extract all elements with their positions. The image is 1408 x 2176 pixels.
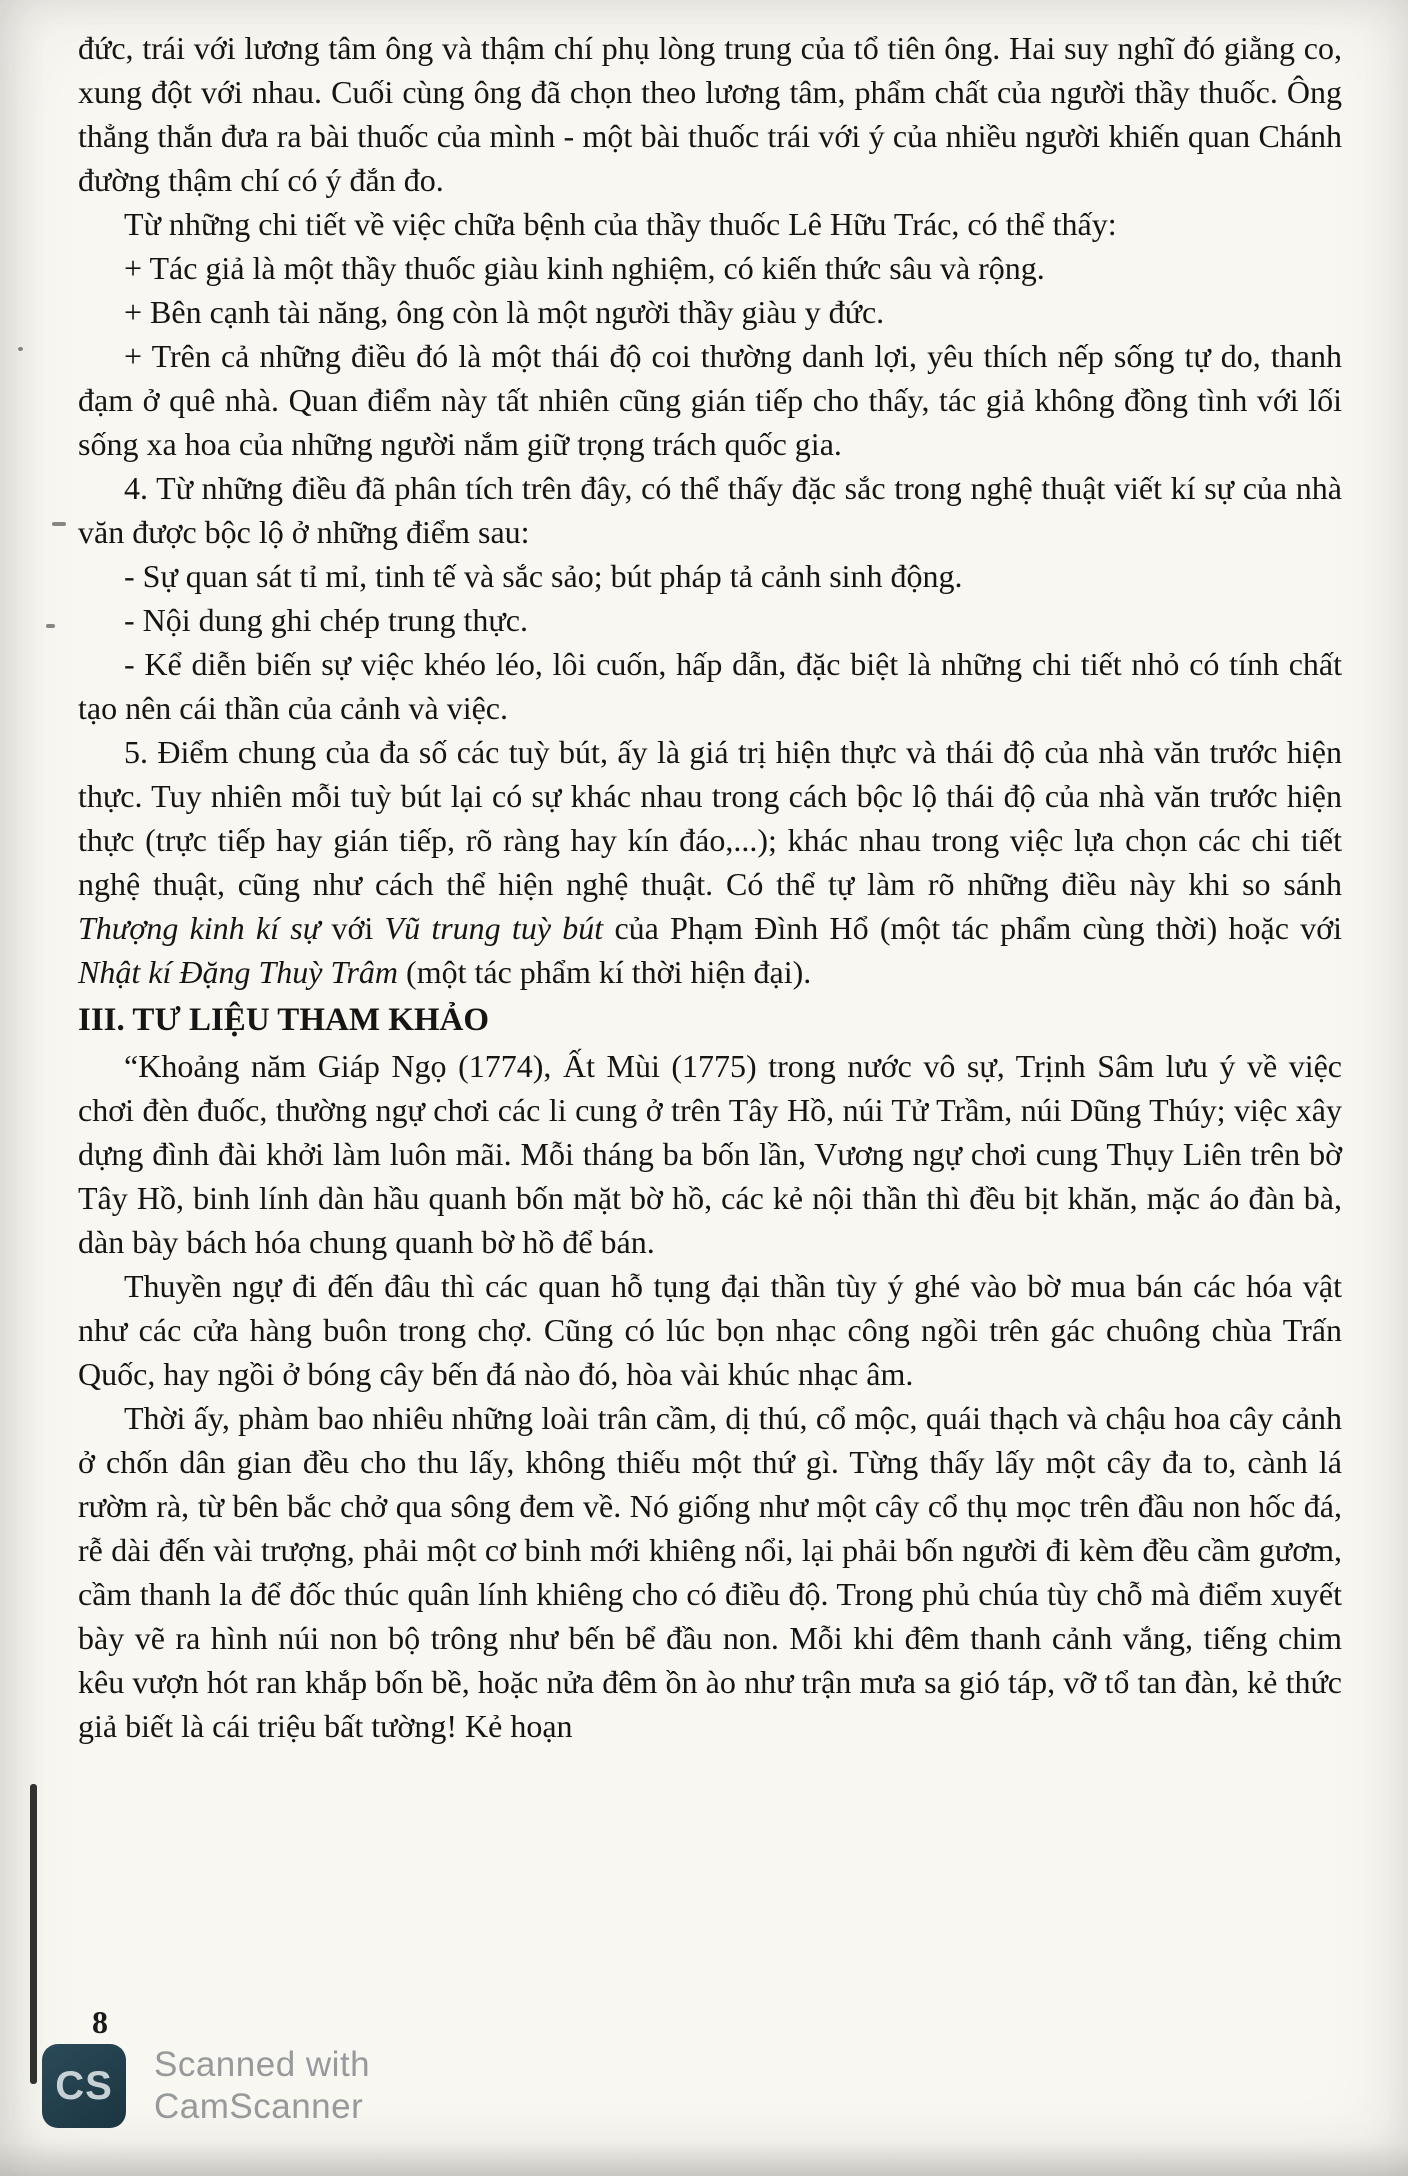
paragraph-intro-details: Từ những chi tiết về việc chữa bệnh của thầy thuốc Lê Hữu Trác, có thể thấy: (124, 206, 1117, 242)
reference-quote-2: Thuyền ngự đi đến đâu thì các quan hỗ tụng đại thần tùy ý ghé vào bờ mua bán các hóa vật như các cửa hàng buôn trong chợ. Cũng có lúc bọn nhạc công ngồi trên gác chuông chùa Trấn Quốc, hay ngồi ở bóng cây bến đá nào đó, hòa vài khúc nhạc âm. (78, 1268, 1342, 1392)
bullet-plus-3: + Trên cả những điều đó là một thái độ coi thường danh lợi, yêu thích nếp sống tự do, thanh đạm ở quê nhà. Quan điểm này tất nhiên cũng gián tiếp cho thấy, tác giả không đồng tình với lối sống xa hoa của những người nắm giữ trọng trách quốc gia. (78, 338, 1342, 462)
bullet-plus-2: + Bên cạnh tài năng, ông còn là một người thầy giàu y đức. (124, 294, 885, 330)
scan-speck (46, 624, 55, 628)
camscanner-logo-text: CS (55, 2063, 113, 2108)
watermark-line2: CamScanner (154, 2087, 364, 2126)
scan-edge-shadow (0, 2142, 1408, 2176)
paragraph-continuation: đức, trái với lương tâm ông và thậm chí phụ lòng trung của tổ tiên ông. Hai suy nghĩ đó giằng co, xung đột với nhau. Cuối cùng ông đã chọn theo lương tâm, phẩm chất của người thầy thuốc. Ông thẳng thắn đưa ra bài thuốc của mình - một bài thuốc trái với ý của nhiều người khiến quan Chánh đường thậm chí có ý đắn đo. (78, 30, 1342, 198)
section-heading-references: III. TƯ LIỆU THAM KHẢO (78, 1002, 490, 1038)
bullet-plus-1: + Tác giả là một thầy thuốc giàu kinh nghiệm, có kiến thức sâu và rộng. (124, 250, 1045, 286)
paragraph-point-5: 5. Điểm chung của đa số các tuỳ bút, ấy là giá trị hiện thực và thái độ của nhà văn trước hiện thực. Tuy nhiên mỗi tuỳ bút lại có sự khác nhau trong cách bộc lộ thái độ của nhà văn trước hiện thực (trực tiếp hay gián tiếp, rõ ràng hay kín đáo,...); khác nhau trong việc lựa chọn các chi tiết nghệ thuật, cũng như cách thể hiện nghệ thuật. Có thể tự làm rõ những điều này khi so sánh Thượng kinh kí sự với Vũ trung tuỳ bút của Phạm Đình Hổ (một tác phẩm cùng thời) hoặc với Nhật kí Đặng Thuỳ Trâm (một tác phẩm kí thời hiện đại). (78, 734, 1343, 990)
scan-speck (52, 522, 66, 526)
scan-speck (18, 347, 23, 351)
page-content (78, 26, 1342, 1748)
page-number: 8 (92, 2004, 108, 2040)
paragraph-point-4: 4. Từ những điều đã phân tích trên đây, có thể thấy đặc sắc trong nghệ thuật viết kí sự của nhà văn được bộc lộ ở những điểm sau: (78, 470, 1342, 550)
camscanner-logo-icon (42, 2044, 126, 2128)
bullet-dash-1: - Sự quan sát tỉ mỉ, tinh tế và sắc sảo; bút pháp tả cảnh sinh động. (124, 558, 963, 594)
reference-quote-3: Thời ấy, phàm bao nhiêu những loài trân cầm, dị thú, cổ mộc, quái thạch và chậu hoa cây cảnh ở chốn dân gian đều cho thu lấy, không thiếu một thứ gì. Từng thấy lấy một cây đa to, cành lá rườm rà, từ bên bắc chở qua sông đem về. Nó giống như một cây cổ thụ mọc trên đầu non hốc đá, rễ dài đến vài trượng, phải một cơ binh mới khiêng nổi, lại phải bốn người đi kèm đều cầm gươm, cầm thanh la để đốc thúc quân lính khiêng cho có điều độ. Trong phủ chúa tùy chỗ mà điểm xuyết bày vẽ ra hình núi non bộ trông như bến bể đầu non. Mỗi khi đêm thanh cảnh vắng, tiếng chim kêu vượn hót ran khắp bốn bề, hoặc nửa đêm ồn ào như trận mưa sa gió táp, vỡ tổ tan đàn, kẻ thức giả biết là cái triệu bất tường! Kẻ hoạn (78, 1400, 1342, 1744)
watermark-text (154, 2044, 370, 2128)
bullet-dash-3: - Kể diễn biến sự việc khéo léo, lôi cuốn, hấp dẫn, đặc biệt là những chi tiết nhỏ có tính chất tạo nên cái thần của cảnh và việc. (78, 646, 1342, 726)
reference-quote-1: “Khoảng năm Giáp Ngọ (1774), Ất Mùi (1775) trong nước vô sự, Trịnh Sâm lưu ý về việc chơi đèn đuốc, thường ngự chơi các li cung ở trên Tây Hồ, núi Tử Trầm, núi Dũng Thúy; việc xây dựng đình đài khởi làm luôn mãi. Mỗi tháng ba bốn lần, Vương ngự chơi cung Thụy Liên trên bờ Tây Hồ, binh lính dàn hầu quanh bốn mặt bờ hồ, các kẻ nội thần thì đều bịt khăn, mặc áo đàn bà, dàn bày bách hóa chung quanh bờ hồ để bán. (78, 1048, 1342, 1260)
bullet-dash-2: - Nội dung ghi chép trung thực. (124, 602, 528, 638)
camscanner-watermark (42, 2044, 370, 2128)
watermark-line1: Scanned with (154, 2045, 371, 2084)
scan-artifact-bar (30, 1784, 37, 2084)
